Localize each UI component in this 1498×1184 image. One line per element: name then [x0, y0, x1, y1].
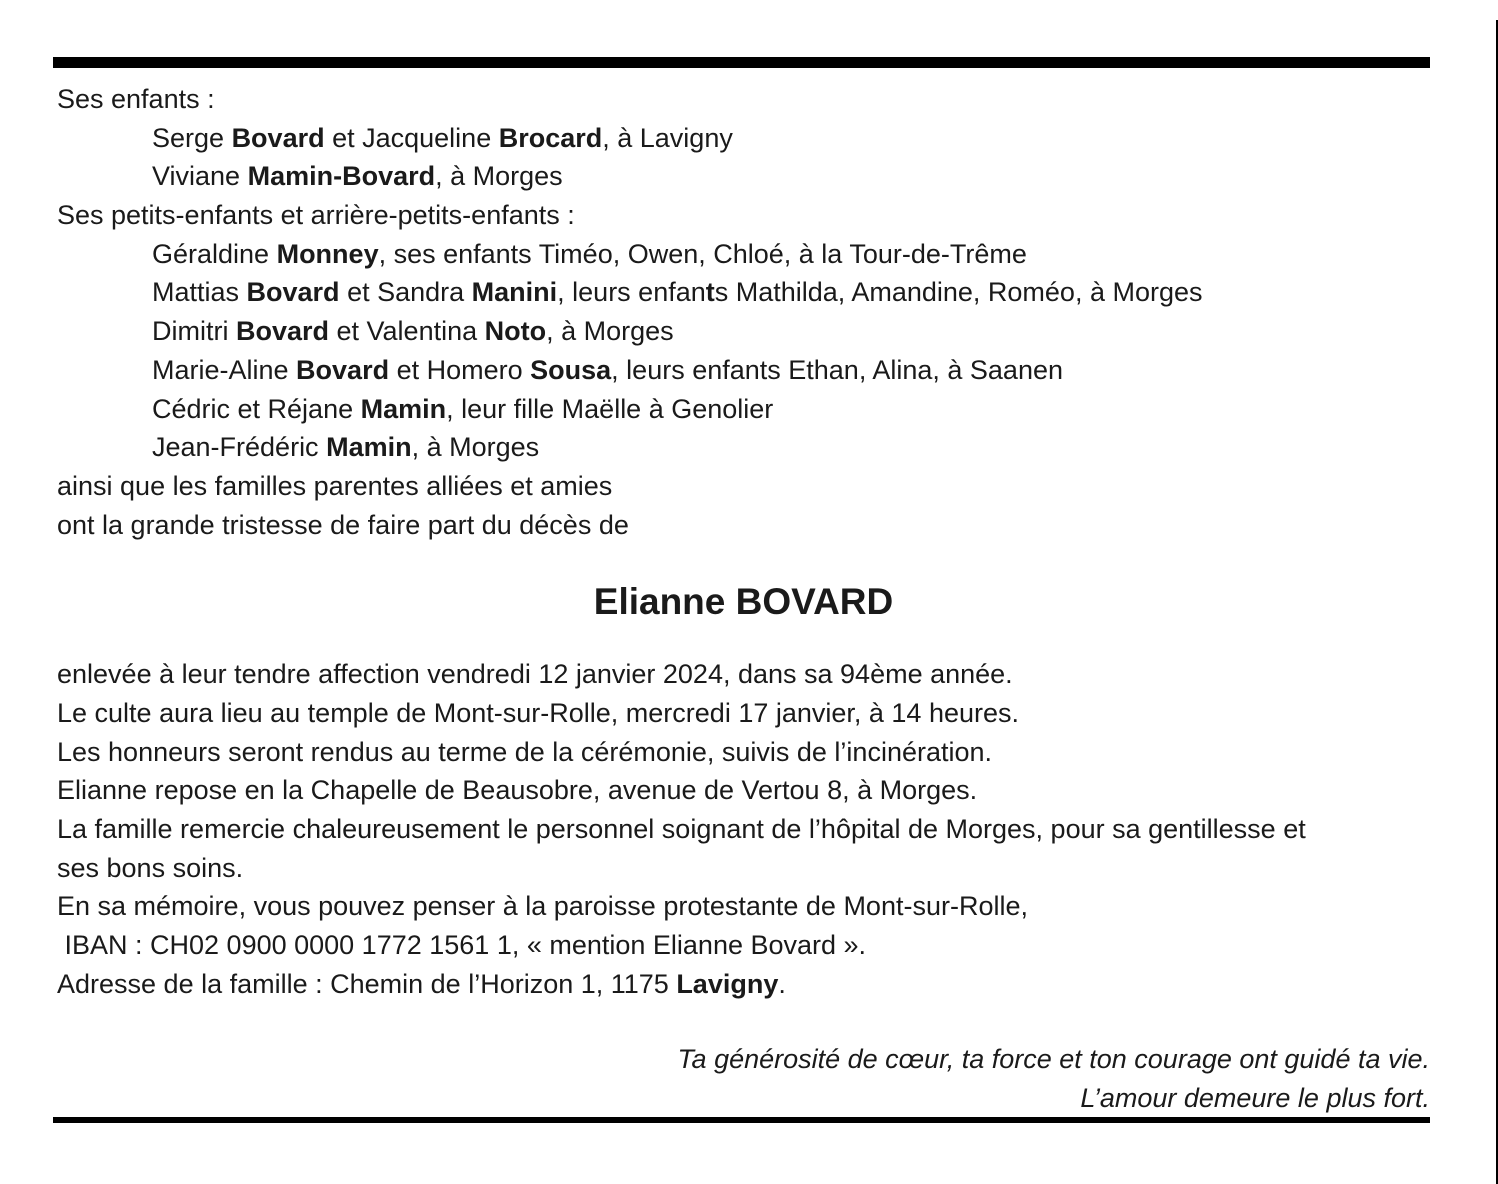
emphasized-name-text: Manini — [471, 277, 558, 308]
text-line — [57, 849, 1430, 888]
text-line — [57, 119, 1430, 158]
text-line — [57, 771, 1430, 810]
text-segment: Elianne repose en la Chapelle de Beausobre, avenue de Vertou 8, à Morges. — [57, 775, 978, 806]
text-line — [57, 273, 1430, 312]
text-segment: s Mathilda, Amandine, Roméo, à Morges — [714, 277, 1203, 308]
text-segment: ont la grande tristesse de faire part du décès de — [57, 509, 629, 540]
text-segment: Adresse de la famille : Chemin de l’Horizon 1, 1175 — [57, 968, 677, 999]
emphasized-name-text: Mamin-Bovard — [247, 161, 436, 192]
text-line — [57, 926, 1430, 965]
text-line — [57, 733, 1430, 772]
text-segment: , ses enfants Timéo, Owen, Chloé, à la Tour-de-Trême — [378, 238, 1027, 269]
text-line — [57, 655, 1430, 694]
ceremony-section — [57, 655, 1430, 1003]
text-segment: , à Lavigny — [602, 122, 733, 153]
emphasized-name-text: Bovard — [231, 122, 325, 153]
text-segment: Ses petits-enfants et arrière-petits-enfants : — [57, 200, 575, 231]
text-line — [57, 506, 1430, 545]
text-line — [57, 428, 1430, 467]
text-segment: L’amour demeure le plus fort. — [1080, 1083, 1430, 1114]
text-segment: ses bons soins. — [57, 852, 244, 883]
text-line — [57, 157, 1430, 196]
text-line — [57, 196, 1430, 235]
text-segment: , leurs enfan — [557, 277, 706, 308]
emphasized-name-text: Bovard — [235, 316, 330, 347]
text-segment: Ta générosité de cœur, ta force et ton courage ont guidé ta vie. — [677, 1044, 1430, 1075]
text-segment: , à Morges — [435, 161, 563, 192]
text-segment: et Sandra — [339, 277, 472, 308]
emphasized-name-text: Noto — [484, 316, 547, 347]
text-segment: Serge — [152, 122, 232, 153]
text-segment: . — [778, 968, 786, 999]
text-segment: enlevée à leur tendre affection vendredi 12 janvier 2024, dans sa 94ème année. — [57, 659, 1013, 690]
text-segment: Marie-Aline — [152, 354, 297, 385]
text-segment: , leurs enfants Ethan, Alina, à Saanen — [611, 354, 1063, 385]
text-segment: et Jacqueline — [324, 122, 499, 153]
text-segment: Jean-Frédéric — [152, 432, 327, 463]
text-line — [57, 965, 1430, 1004]
text-line — [57, 887, 1430, 926]
text-line — [57, 235, 1430, 274]
text-segment: Ses enfants : — [57, 84, 215, 114]
text-segment: , à Morges — [546, 316, 674, 347]
text-segment: Le culte aura lieu au temple de Mont-sur-Rolle, mercredi 17 janvier, à 14 heures. — [57, 697, 1020, 728]
text-line — [57, 694, 1430, 733]
emphasized-name-text: Sousa — [530, 354, 612, 385]
emphasized-name-text: Brocard — [498, 122, 603, 153]
text-segment: Viviane — [152, 161, 248, 192]
emphasized-name-text: Mamin — [326, 432, 412, 463]
emphasized-name-text: Monney — [276, 238, 379, 269]
text-line — [57, 80, 1430, 119]
text-line — [57, 467, 1430, 506]
emphasized-name-text: t — [705, 277, 715, 308]
deceased-name: Elianne BOVARD — [593, 581, 894, 623]
emphasized-name-text: Bovard — [296, 354, 390, 385]
text-line — [57, 390, 1430, 429]
text-segment: ainsi que les familles parentes alliées et amies — [57, 470, 613, 501]
epitaph-section — [57, 1040, 1430, 1117]
text-segment: En sa mémoire, vous pouvez penser à la paroisse protestante de Mont-sur-Rolle, — [57, 891, 1028, 922]
text-line — [57, 810, 1430, 849]
top-rule — [53, 57, 1430, 68]
text-segment: , leur fille Maëlle à Genolier — [446, 393, 774, 424]
text-segment: Géraldine — [152, 238, 277, 269]
text-line — [57, 1040, 1430, 1079]
text-line — [57, 1079, 1430, 1118]
text-segment: et Valentina — [329, 316, 485, 347]
text-segment: Mattias — [152, 277, 247, 308]
text-segment: Les honneurs seront rendus au terme de la cérémonie, suivis de l’incinération. — [57, 736, 993, 767]
emphasized-name-text: Bovard — [246, 277, 340, 308]
emphasized-name-text: Lavigny — [676, 968, 779, 999]
text-segment: Dimitri — [152, 316, 236, 347]
text-segment: La famille remercie chaleureusement le personnel soignant de l’hôpital de Morges, pour sa gentillesse et — [57, 814, 1306, 844]
obituary-content — [57, 80, 1430, 1118]
bottom-rule — [53, 1117, 1430, 1123]
text-segment: et Homero — [389, 354, 531, 385]
text-segment: Cédric et Réjane — [152, 393, 361, 424]
text-segment: , à Morges — [411, 432, 540, 463]
text-line — [57, 351, 1430, 390]
text-segment: IBAN : CH02 0900 0000 1772 1561 1, « mention Elianne Bovard ». — [57, 930, 867, 961]
text-line — [57, 312, 1430, 351]
family-section — [57, 80, 1430, 544]
emphasized-name-text: Mamin — [360, 393, 447, 424]
